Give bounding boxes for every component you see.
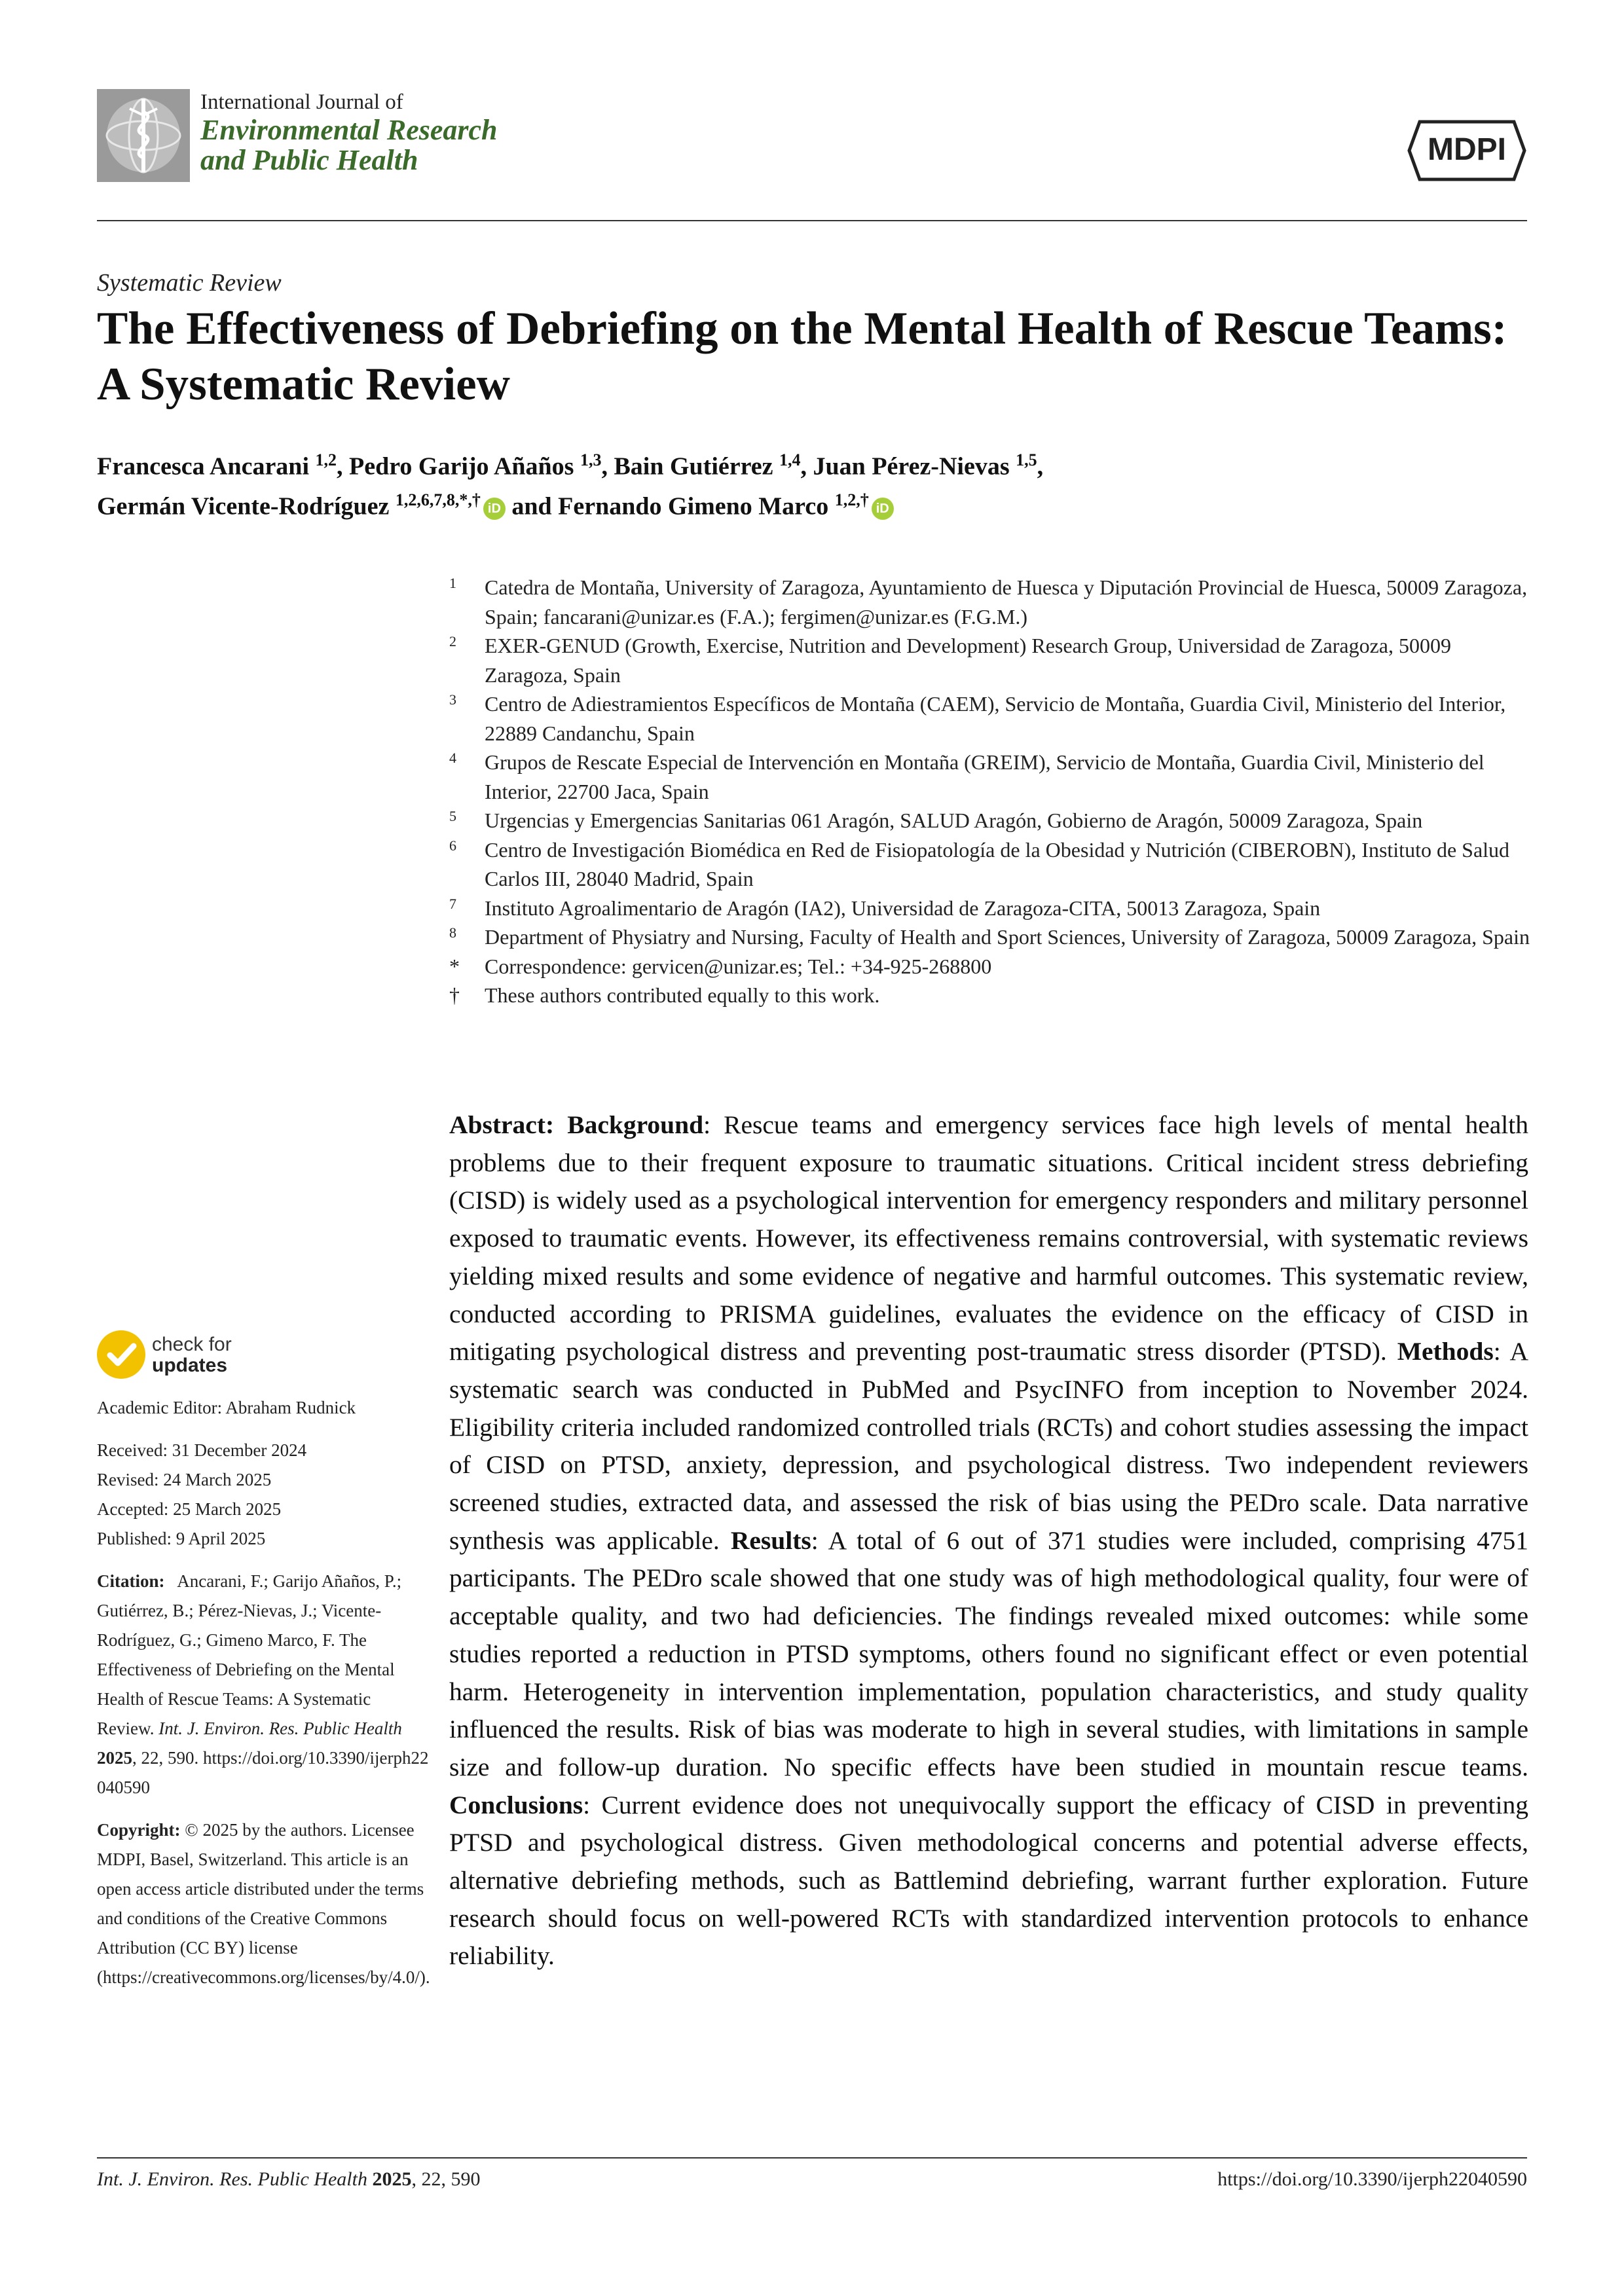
- citation: [97, 1567, 431, 1802]
- article-title: The Effectiveness of Debriefing on the Mental Health of Rescue Teams: A Systematic Review: [97, 303, 1507, 410]
- affiliation-item: [449, 748, 1536, 806]
- author-affiliation-marks: 1,2: [315, 450, 337, 469]
- affiliation-mark: 5: [449, 808, 456, 824]
- author-affiliation-marks: 1,4: [779, 450, 801, 469]
- author-separator: ,: [337, 452, 350, 481]
- publisher-name: MDPI: [1428, 132, 1506, 167]
- footer-journal: Int. J. Environ. Res. Public Health: [97, 2168, 367, 2190]
- citation-volume: , 22, 590.: [132, 1748, 199, 1768]
- journal-name-line1: International Journal of: [200, 90, 403, 114]
- copyright: [97, 1815, 431, 1992]
- author-affiliation-marks: 1,2,†: [834, 490, 869, 510]
- results-label: Results: [730, 1525, 811, 1555]
- citation-doi-link[interactable]: https://doi.org/10.3390/ijerph22040590: [97, 1748, 429, 1797]
- affiliation-text: Centro de Adiestramientos Específicos de Montaña (CAEM), Servicio de Montaña, Guardia Civil, Ministerio del Interior, 22889 Candanchu, Spain: [485, 692, 1506, 745]
- article-type: Systematic Review: [97, 269, 282, 297]
- author-affiliation-marks: 1,5: [1016, 450, 1037, 469]
- conclusions-text: : Current evidence does not unequivocally support the efficacy of CISD in preventing PTSD and psychological distress. Given methodological concerns and potential adverse effects, alternative debriefing methods, such as Battlemind debriefing, warrant further exploration. Future research should focus on well-powered RCTs with standardized intervention protocols to enhance reliability.: [449, 1790, 1528, 1971]
- citation-year: 2025: [97, 1748, 132, 1768]
- check-updates-icon: [97, 1330, 145, 1379]
- affiliation-text: Grupos de Rescate Especial de Intervención en Montaña (GREIM), Servicio de Montaña, Guardia Civil, Ministerio del Interior, 22700 Jaca, Spain: [485, 750, 1485, 803]
- affiliation-mark: 8: [449, 924, 456, 941]
- author-name: Bain Gutiérrez: [614, 452, 773, 481]
- author-separator: ,: [1037, 452, 1044, 481]
- affiliation-item: [449, 952, 1536, 981]
- affiliation-text: These authors contributed equally to this work.: [485, 983, 880, 1007]
- footer-doi-link[interactable]: https://doi.org/10.3390/ijerph22040590: [1217, 2168, 1527, 2190]
- published-date: Published: 9 April 2025: [97, 1529, 266, 1548]
- journal-name: [200, 92, 498, 175]
- background-text: : Rescue teams and emergency services face high levels of mental health problems due to their frequent exposure to traumatic situations. Critical incident stress debriefing (CISD) is widely used as a psychological intervention for emergency responders and military personnel exposed to traumatic events. However, its effectiveness remains controversial, with systematic reviews yielding mixed results and some evidence of negative and harmful outcomes. This systematic review, conducted according to PRISMA guidelines, evaluates the evidence on the efficacy of CISD in mitigating psychological distress and preventing post-traumatic stress disorder (PTSD).: [449, 1110, 1529, 1366]
- affiliation-item: [449, 922, 1536, 952]
- abstract-label: Abstract:: [449, 1110, 555, 1139]
- check-updates-line1: check for: [152, 1334, 232, 1355]
- check-updates-line2: updates: [152, 1355, 228, 1376]
- revised-date: Revised: 24 March 2025: [97, 1470, 272, 1489]
- abstract: [449, 1106, 1528, 1975]
- author-separator: ,: [800, 452, 813, 481]
- affiliation-mark: †: [449, 983, 460, 1007]
- affiliation-text: Catedra de Montaña, University of Zaragoza, Ayuntamiento de Huesca y Diputación Provincial de Huesca, 50009 Zaragoza, Spain; fancarani@unizar.es (F.A.); fergimen@unizar.es (F.G.M.): [485, 575, 1528, 629]
- mdpi-hexagon-icon: [1407, 117, 1527, 185]
- affiliation-item: [449, 573, 1536, 631]
- author-name: Pedro Garijo Añaños: [349, 452, 574, 481]
- affiliation-item: [449, 981, 1536, 1010]
- footer-year: 2025: [372, 2168, 412, 2190]
- journal-name-line2: Environmental Research: [200, 114, 498, 146]
- journal-name-line3: and Public Health: [200, 144, 418, 176]
- background-label: Background: [567, 1110, 704, 1139]
- author-separator: ,: [601, 452, 614, 481]
- citation-journal: Int. J. Environ. Res. Public Health: [158, 1719, 402, 1738]
- affiliation-item: [449, 806, 1536, 835]
- citation-text: Ancarani, F.; Garijo Añaños, P.; Gutiérrez, B.; Pérez-Nievas, J.; Vicente-Rodríguez, G.; Gimeno Marco, F. The Effectiveness of Debriefing on the Mental Health of Rescue Teams: A Systematic Review.: [97, 1571, 402, 1738]
- article-info-sidebar: [97, 1393, 431, 1992]
- globe-caduceus-icon: [97, 89, 190, 182]
- affiliation-mark: 2: [449, 633, 456, 649]
- affiliation-item: [449, 894, 1536, 923]
- mdpi-logo: [1407, 117, 1527, 185]
- orcid-icon[interactable]: iD: [872, 498, 894, 520]
- author-name: Francesca Ancarani: [97, 452, 310, 481]
- affiliation-item: [449, 689, 1536, 748]
- affiliation-text: Department of Physiatry and Nursing, Faculty of Health and Sport Sciences, University of Zaragoza, 50009 Zaragoza, Spain: [485, 925, 1530, 949]
- affiliations: [449, 573, 1536, 1010]
- footer-volume: , 22, 590: [411, 2168, 481, 2190]
- author-name: Juan Pérez-Nievas: [813, 452, 1010, 481]
- affiliation-text: EXER-GENUD (Growth, Exercise, Nutrition and Development) Research Group, Universidad de Zaragoza, 50009 Zaragoza, Spain: [485, 634, 1451, 687]
- affiliation-mark: 6: [449, 837, 456, 854]
- check-for-updates-badge[interactable]: [97, 1330, 293, 1384]
- copyright-text: © 2025 by the authors. Licensee MDPI, Basel, Switzerland. This article is an open access article distributed under the terms and conditions of the Creative Commons Attribution (CC BY) license (https://creativecommons.org/licenses/by/4.0/).: [97, 1820, 430, 1987]
- methods-label: Methods: [1397, 1337, 1494, 1366]
- academic-editor: Academic Editor: Abraham Rudnick: [97, 1398, 356, 1417]
- author-affiliation-marks: 1,3: [580, 450, 602, 469]
- author-list: [97, 446, 1538, 527]
- copyright-label: Copyright:: [97, 1820, 181, 1840]
- author-name: Fernando Gimeno Marco: [558, 493, 829, 521]
- affiliation-text: Correspondence: gervicen@unizar.es; Tel.: +34-925-268800: [485, 954, 992, 978]
- footer-citation: [97, 2168, 480, 2191]
- footer-divider: [97, 2157, 1527, 2159]
- affiliation-mark: 3: [449, 691, 456, 708]
- journal-logo: [97, 89, 190, 182]
- affiliation-mark: 1: [449, 575, 456, 591]
- orcid-icon[interactable]: iD: [483, 498, 506, 520]
- affiliation-mark: 4: [449, 750, 456, 766]
- affiliation-item: [449, 835, 1536, 894]
- results-text: : A total of 6 out of 371 studies were included, comprising 4751 participants. The PEDro scale showed that one study was of high methodological quality, four were of acceptable quality, and two had deficiencies. The findings revealed mixed outcomes: while some studies reported a reduction in PTSD symptoms, others found no significant effect or even potential harm. Heterogeneity in intervention implementation, population characteristics, and study quality influenced the results. Risk of bias was moderate to high in several studies, with limitations in sample size and follow-up duration. No specific effects have been studied in mountain rescue teams.: [449, 1525, 1529, 1781]
- affiliation-mark: 7: [449, 895, 456, 912]
- conclusions-label: Conclusions: [449, 1790, 583, 1819]
- methods-text: : A systematic search was conducted in PubMed and PsycINFO from inception to November 2024. Eligibility criteria included randomized controlled trials (RCTs) and cohort studies assessing the impact of CISD on PTSD, anxiety, depression, and psychological distress. Two independent reviewers screened studies, extracted data, and assessed the risk of bias using the PEDro scale. Data narrative synthesis was applicable.: [449, 1337, 1528, 1555]
- header-divider: [97, 220, 1527, 221]
- author-affiliation-marks: 1,2,6,7,8,*,†: [395, 490, 481, 510]
- author-name: Germán Vicente-Rodríguez: [97, 493, 390, 521]
- author-and: and: [511, 493, 552, 521]
- affiliation-text: Centro de Investigación Biomédica en Red de Fisiopatología de la Obesidad y Nutrición (CIBEROBN), Instituto de Salud Carlos III, 28040 Madrid, Spain: [485, 837, 1510, 890]
- affiliation-mark: *: [449, 954, 460, 978]
- citation-label: Citation:: [97, 1571, 165, 1591]
- affiliation-text: Instituto Agroalimentario de Aragón (IA2), Universidad de Zaragoza-CITA, 50013 Zaragoza, Spain: [485, 896, 1321, 920]
- received-date: Received: 31 December 2024: [97, 1440, 307, 1460]
- affiliation-item: [449, 631, 1536, 689]
- affiliation-text: Urgencias y Emergencias Sanitarias 061 Aragón, SALUD Aragón, Gobierno de Aragón, 50009 Zaragoza, Spain: [485, 809, 1423, 832]
- accepted-date: Accepted: 25 March 2025: [97, 1499, 282, 1519]
